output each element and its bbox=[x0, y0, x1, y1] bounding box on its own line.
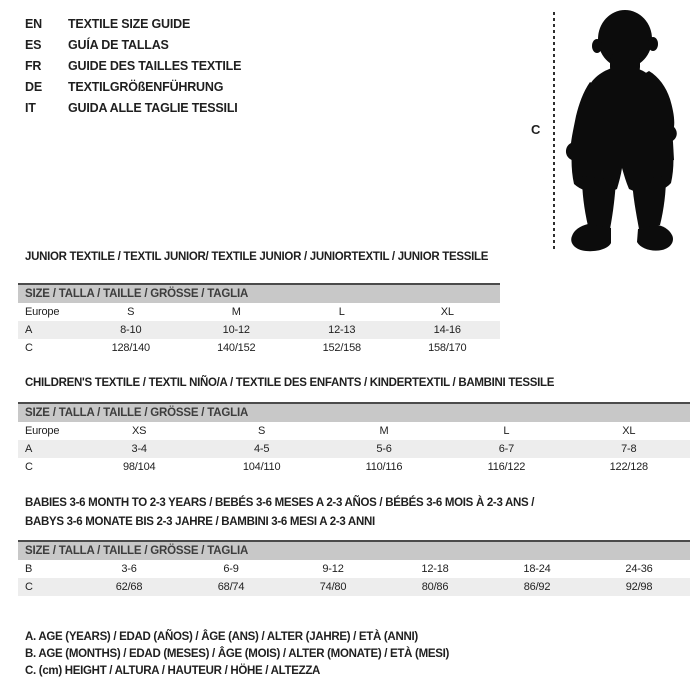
table-cell: 74/80 bbox=[319, 581, 347, 593]
size-header-bar: SIZE / TALLA / TAILLE / GRÖSSE / TAGLIA bbox=[18, 402, 690, 422]
table-title: JUNIOR TEXTILE / TEXTIL JUNIOR/ TEXTILE JUNIOR / JUNIORTEXTIL / JUNIOR TESSILE bbox=[25, 251, 489, 263]
table-cell: 140/152 bbox=[217, 342, 256, 354]
row-label: C bbox=[25, 461, 33, 473]
table-cell: L bbox=[338, 306, 345, 318]
table-cell: 6-9 bbox=[223, 563, 239, 575]
table-rows bbox=[18, 560, 690, 596]
language-title: GUIDA ALLE TAGLIE TESSILI bbox=[68, 100, 238, 115]
height-measure-label: C bbox=[531, 122, 541, 137]
row-label: B bbox=[25, 563, 33, 575]
table-cell: 62/68 bbox=[115, 581, 143, 593]
table-cell: 24-36 bbox=[625, 563, 653, 575]
language-title: TEXTILE SIZE GUIDE bbox=[68, 16, 191, 31]
language-row bbox=[25, 97, 241, 118]
language-row bbox=[25, 55, 241, 76]
language-code: ES bbox=[25, 37, 42, 52]
table-title-line-2: BABYS 3-6 MONATE BIS 2-3 JAHRE / BAMBINI 3-6 MESI A 2-3 ANNI bbox=[25, 516, 375, 528]
table-cell: 7-8 bbox=[621, 443, 637, 455]
language-title: GUÍA DE TALLAS bbox=[68, 37, 169, 52]
table-cell: 8-10 bbox=[120, 324, 142, 336]
baby-silhouette-icon bbox=[559, 8, 699, 254]
table-cell: 104/110 bbox=[242, 461, 281, 473]
table-cell: 98/104 bbox=[122, 461, 156, 473]
table-cell: 9-12 bbox=[322, 563, 344, 575]
row-label: A bbox=[25, 324, 33, 336]
table-row bbox=[18, 578, 690, 596]
table-cell: 4-5 bbox=[253, 443, 270, 455]
size-header-bar: SIZE / TALLA / TAILLE / GRÖSSE / TAGLIA bbox=[18, 283, 500, 303]
table-cell: 158/170 bbox=[428, 342, 467, 354]
table-cell: 18-24 bbox=[523, 563, 551, 575]
table-cell: 3-4 bbox=[131, 443, 147, 455]
table-cell: 3-6 bbox=[121, 563, 137, 575]
table-row bbox=[18, 422, 690, 440]
footnote-c: C. (cm) HEIGHT / ALTURA / HAUTEUR / HÖHE / ALTEZZA bbox=[25, 665, 321, 677]
table-row bbox=[18, 560, 690, 578]
language-row bbox=[25, 34, 241, 55]
babies-textile-table bbox=[18, 494, 690, 596]
table-cell: L bbox=[503, 425, 510, 437]
language-code: EN bbox=[25, 16, 42, 31]
language-code: DE bbox=[25, 79, 42, 94]
footnote-a: A. AGE (YEARS) / EDAD (AÑOS) / ÂGE (ANS) / ALTER (JAHRE) / ETÀ (ANNI) bbox=[25, 631, 418, 643]
table-title-line-1: BABIES 3-6 MONTH TO 2-3 YEARS / BEBÉS 3-6 MESES A 2-3 AÑOS / BÉBÉS 3-6 MOIS À 2-3 ANS / bbox=[25, 497, 535, 509]
junior-textile-table bbox=[18, 248, 500, 357]
table-cell: 6-7 bbox=[498, 443, 515, 455]
table-row bbox=[18, 321, 500, 339]
row-label: C bbox=[25, 342, 33, 354]
table-cell: 12-18 bbox=[421, 563, 449, 575]
childrens-textile-table bbox=[18, 374, 690, 476]
size-header-bar: SIZE / TALLA / TAILLE / GRÖSSE / TAGLIA bbox=[18, 540, 690, 560]
table-cell: 122/128 bbox=[609, 461, 648, 473]
table-cell: 92/98 bbox=[625, 581, 653, 593]
footnote-b: B. AGE (MONTHS) / EDAD (MESES) / ÂGE (MOIS) / ALTER (MONATE) / ETÀ (MESI) bbox=[25, 648, 450, 660]
table-cell: 86/92 bbox=[523, 581, 551, 593]
row-label: Europe bbox=[25, 306, 60, 318]
table-title: CHILDREN'S TEXTILE / TEXTIL NIÑO/A / TEXTILE DES ENFANTS / KINDERTEXTIL / BAMBINI TESSILE bbox=[25, 377, 555, 389]
table-cell: 68/74 bbox=[217, 581, 245, 593]
table-cell: XL bbox=[622, 425, 636, 437]
table-cell: 116/122 bbox=[487, 461, 526, 473]
language-code: FR bbox=[25, 58, 42, 73]
language-code: IT bbox=[25, 100, 36, 115]
table-cell: S bbox=[258, 425, 266, 437]
table-cell: 12-13 bbox=[328, 324, 356, 336]
table-rows bbox=[18, 303, 500, 357]
table-row bbox=[18, 303, 500, 321]
table-row bbox=[18, 339, 500, 357]
table-cell: M bbox=[379, 425, 389, 437]
table-cell: M bbox=[231, 306, 241, 318]
language-list bbox=[25, 13, 241, 118]
table-row bbox=[18, 458, 690, 476]
table-cell: XL bbox=[440, 306, 454, 318]
language-title: GUIDE DES TAILLES TEXTILE bbox=[68, 58, 242, 73]
table-cell: 10-12 bbox=[222, 324, 250, 336]
language-row bbox=[25, 13, 241, 34]
row-label: A bbox=[25, 443, 33, 455]
table-rows bbox=[18, 422, 690, 476]
language-row bbox=[25, 76, 241, 97]
table-cell: 128/140 bbox=[111, 342, 150, 354]
row-label: C bbox=[25, 581, 33, 593]
table-cell: 5-6 bbox=[376, 443, 392, 455]
table-cell: XS bbox=[132, 425, 147, 437]
table-cell: S bbox=[127, 306, 135, 318]
language-title: TEXTILGRÖßENFÜHRUNG bbox=[68, 79, 224, 94]
table-cell: 110/116 bbox=[365, 461, 403, 473]
row-label: Europe bbox=[25, 425, 60, 437]
footnotes bbox=[25, 629, 449, 680]
height-dashed-line bbox=[553, 12, 555, 250]
table-cell: 80/86 bbox=[421, 581, 449, 593]
table-row bbox=[18, 440, 690, 458]
table-cell: 14-16 bbox=[433, 324, 461, 336]
height-measure-figure bbox=[528, 8, 700, 254]
table-cell: 152/158 bbox=[322, 342, 361, 354]
